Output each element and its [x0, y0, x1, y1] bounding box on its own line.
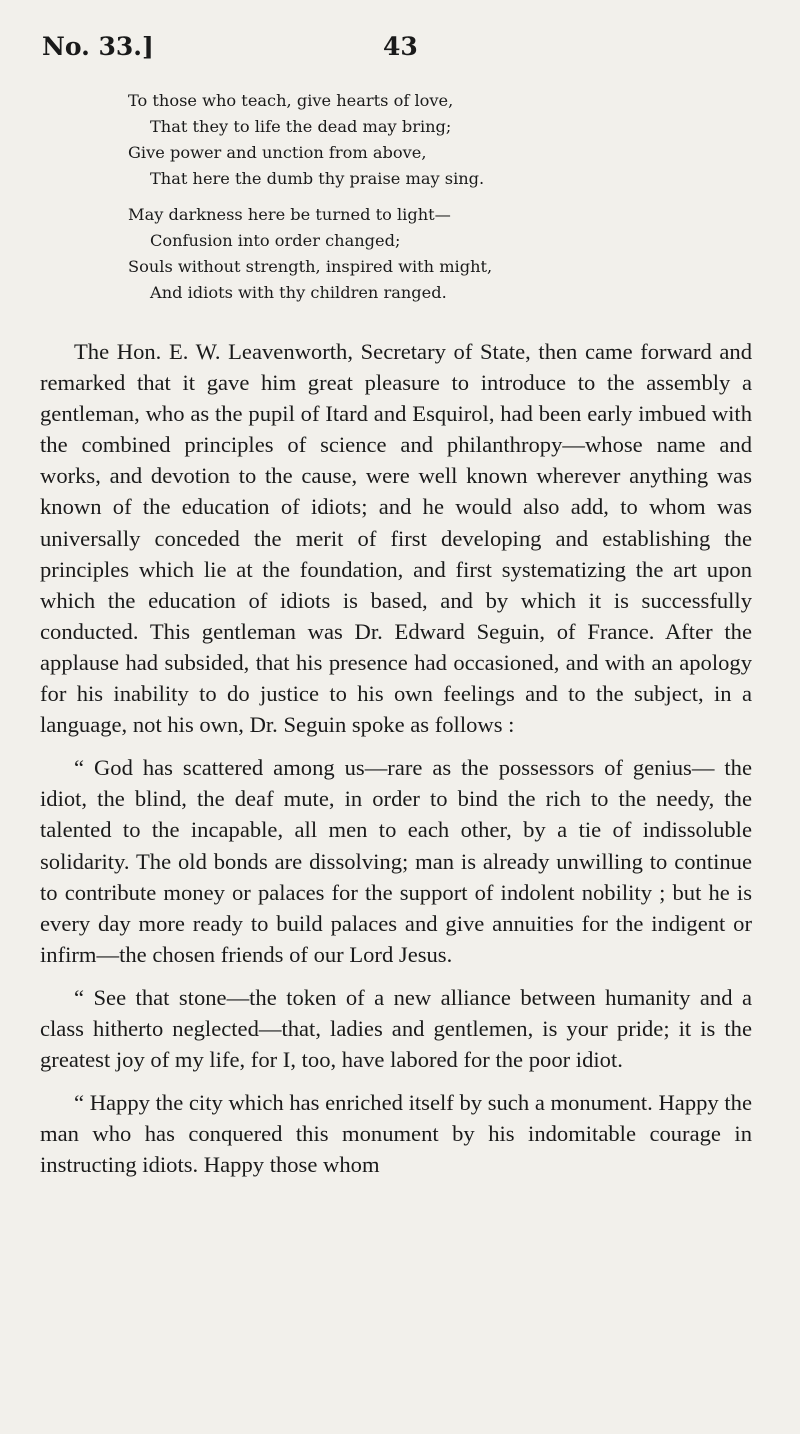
verse-line: Give power and unction from above,: [128, 143, 427, 162]
paragraph-leavenworth-introduction: The Hon. E. W. Leavenworth, Secretary of State, then came forward and remarked that it gave him great pleasure to introduce to the assembly a gentleman, who as the pupil of Itard and Esquirol, had been early imbued with the combined principles of science and philanthropy—whose name and works, and devotion to the cause, were well known wherever anything was known of the education of idiots; and he would also add, to whom was universally conceded the merit of first developing and establishing the principles which lie at the foundation, and first systematizing the art upon which the education of idiots is based, and by which it is successfully conducted. This gentleman was Dr. Edward Seguin, of France. After the applause had subsided, that his presence had occasioned, and with an apology for his inability to do justice to his own feelings and to the subject, in a language, not his own, Dr. Seguin spoke as follows :: [40, 339, 752, 738]
paragraph-seguin-speech-1: “ God has scattered among us—rare as the possessors of genius— the idiot, the blind, the deaf mute, in order to bind the rich to the needy, the talented to the incapable, all men to each other, by a tie of indissoluble solidarity. The old bonds are dissolving; man is already unwilling to continue to contribute money or palaces for the support of indolent nobility ; but he is every day more ready to build palaces and give annuities for the indigent or infirm—the chosen friends of our Lord Jesus.: [40, 755, 752, 967]
running-head: [40, 32, 760, 66]
page-number: 43: [383, 32, 418, 61]
paragraph-seguin-speech-2: “ See that stone—the token of a new alliance between humanity and a class hitherto neglected—that, ladies and gentlemen, is your pride; it is the greatest joy of my life, for I, too, have labored for the poor idiot.: [40, 984, 752, 1073]
stanza: [128, 202, 728, 306]
verse-line: That here the dumb thy praise may sing.: [150, 169, 485, 188]
verse-line: Souls without strength, inspired with might,: [128, 257, 493, 276]
verse-line: To those who teach, give hearts of love,: [128, 91, 454, 110]
body-text: [40, 336, 752, 1180]
hymn-verse: [128, 88, 728, 306]
verse-line: And idiots with thy children ranged.: [150, 283, 447, 302]
verse-line: That they to life the dead may bring;: [150, 117, 452, 136]
issue-number: No. 33.]: [42, 32, 154, 61]
verse-line: Confusion into order changed;: [150, 231, 401, 250]
stanza: [128, 88, 728, 192]
verse-line: May darkness here be turned to light—: [128, 205, 451, 224]
paragraph-seguin-speech-3: “ Happy the city which has enriched itself by such a monument. Happy the man who has conquered this monument by his indomitable courage in instructing idiots. Happy those whom: [40, 1090, 752, 1178]
